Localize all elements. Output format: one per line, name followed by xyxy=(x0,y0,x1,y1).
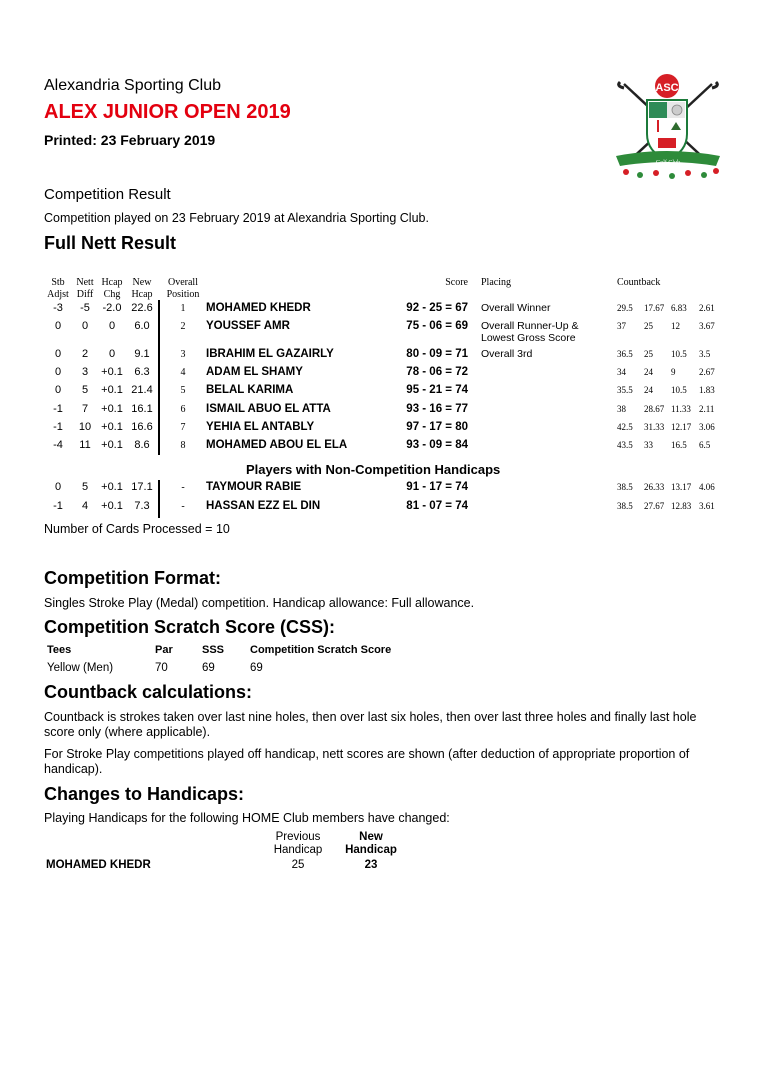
table-row xyxy=(0,500,764,518)
nett-diff: 4 xyxy=(81,500,89,512)
page-title: ALEX JUNIOR OPEN 2019 xyxy=(44,101,291,123)
css-col-sss: SSS xyxy=(202,644,225,656)
player-name: TAYMOUR RABIE xyxy=(206,481,302,493)
score: 93 - 16 = 77 xyxy=(406,403,468,415)
countback-3: 11.33 xyxy=(671,404,691,414)
stb-adjst: -4 xyxy=(53,439,63,451)
countback-9: 29.5 xyxy=(617,303,633,313)
position: - xyxy=(181,501,185,512)
col-nett-diff: Nett Diff xyxy=(76,277,94,300)
hcap-chg: +0.1 xyxy=(101,384,123,396)
player-name: YOUSSEF AMR xyxy=(206,320,290,332)
countback-3: 10.5 xyxy=(671,349,687,359)
stb-adjst: -1 xyxy=(53,421,63,433)
hcap-chg: 0 xyxy=(108,348,116,360)
countback-9: 38.5 xyxy=(617,501,633,511)
score: 91 - 17 = 74 xyxy=(406,481,468,493)
score: 92 - 25 = 67 xyxy=(406,302,468,314)
non-competition-heading: Players with Non-Competition Handicaps xyxy=(246,462,501,477)
position: 4 xyxy=(180,367,186,378)
countback-3: 9 xyxy=(671,367,676,377)
countback-6: 25 xyxy=(644,349,653,359)
col-stb-adjst: Stb Adjst xyxy=(47,277,69,300)
new-hcap: 6.3 xyxy=(134,366,150,378)
position: 5 xyxy=(180,385,186,396)
col-score: Score xyxy=(445,277,468,288)
hcap-chg: 0 xyxy=(108,320,116,332)
countback-1: 4.06 xyxy=(699,482,715,492)
new-handicap-header: New Handicap xyxy=(345,831,397,856)
new-hcap: 17.1 xyxy=(131,481,153,493)
col-placing: Placing xyxy=(481,277,511,288)
player-name: ISMAIL ABUO EL ATTA xyxy=(206,403,331,415)
countback-6: 24 xyxy=(644,385,653,395)
stb-adjst: -1 xyxy=(53,500,63,512)
competition-played-text: Competition played on 23 February 2019 at Alexandria Sporting Club. xyxy=(44,211,429,225)
hcap-chg: +0.1 xyxy=(101,439,123,451)
new-hcap: 7.3 xyxy=(134,500,150,512)
score: 81 - 07 = 74 xyxy=(406,500,468,512)
css-col-tees: Tees xyxy=(47,644,72,656)
new-hcap: 22.6 xyxy=(131,302,153,314)
club-logo xyxy=(610,72,726,184)
hcap-chg: +0.1 xyxy=(101,481,123,493)
new-hcap: 16.1 xyxy=(131,403,153,415)
hcap-chg: +0.1 xyxy=(101,421,123,433)
hcap-chg: +0.1 xyxy=(101,366,123,378)
previous-handicap-header: Previous Handicap xyxy=(273,831,323,856)
countback-6: 33 xyxy=(644,440,653,450)
countback-3: 10.5 xyxy=(671,385,687,395)
club-name: Alexandria Sporting Club xyxy=(44,77,221,94)
countback-9: 37 xyxy=(617,321,626,331)
countback-9: 43.5 xyxy=(617,440,633,450)
new-handicap: 23 xyxy=(364,859,378,871)
countback-6: 25 xyxy=(644,321,653,331)
position: 3 xyxy=(180,349,186,360)
stb-adjst: -1 xyxy=(53,403,63,415)
handicap-changes-heading: Changes to Handicaps: xyxy=(44,784,245,804)
score: 97 - 17 = 80 xyxy=(406,421,468,433)
css-heading: Competition Scratch Score (CSS): xyxy=(44,617,336,637)
stb-adjst: 0 xyxy=(54,384,62,396)
new-hcap: 16.6 xyxy=(131,421,153,433)
score: 80 - 09 = 71 xyxy=(406,348,468,360)
countback-nett-text: For Stroke Play competitions played off handicap, nett scores are shown (after deduction of appropriate proportion of handicap). xyxy=(44,747,690,776)
col-new-hcap: New Hcap xyxy=(131,277,153,300)
nett-diff: -5 xyxy=(80,302,90,314)
countback-1: 1.83 xyxy=(699,385,715,395)
table-row xyxy=(0,384,764,402)
table-row xyxy=(0,481,764,499)
countback-3: 12 xyxy=(671,321,680,331)
table-row xyxy=(0,403,764,421)
countback-3: 12.83 xyxy=(671,501,692,511)
position: 7 xyxy=(180,422,186,433)
score: 93 - 09 = 84 xyxy=(406,439,468,451)
countback-3: 13.17 xyxy=(671,482,692,492)
countback-6: 27.67 xyxy=(644,501,665,511)
placing: Overall Runner-Up & Lowest Gross Score xyxy=(481,320,579,344)
countback-9: 34 xyxy=(617,367,626,377)
stb-adjst: -3 xyxy=(53,302,63,314)
countback-1: 3.61 xyxy=(699,501,715,511)
table-row xyxy=(0,439,764,457)
score: 78 - 06 = 72 xyxy=(406,366,468,378)
player-name: BELAL KARIMA xyxy=(206,384,294,396)
score: 95 - 21 = 74 xyxy=(406,384,468,396)
player-name: ADAM EL SHAMY xyxy=(206,366,303,378)
hcap-chg: -2.0 xyxy=(102,302,122,314)
css-col-css: Competition Scratch Score xyxy=(250,644,392,656)
player-name: MOHAMED ABOU EL ELA xyxy=(206,439,348,451)
player-name: MOHAMED KHEDR xyxy=(206,302,311,314)
stb-adjst: 0 xyxy=(54,481,62,493)
table-row xyxy=(0,302,764,320)
countback-1: 2.67 xyxy=(699,367,715,377)
stb-adjst: 0 xyxy=(54,348,62,360)
table-row xyxy=(0,421,764,439)
logo-ribbon-text: Golf Club xyxy=(655,160,681,166)
css-par: 70 xyxy=(155,662,168,674)
countback-6: 24 xyxy=(644,367,653,377)
full-nett-heading: Full Nett Result xyxy=(44,233,177,253)
countback-9: 36.5 xyxy=(617,349,633,359)
countback-9: 35.5 xyxy=(617,385,633,395)
cards-processed: Number of Cards Processed = 10 xyxy=(44,522,230,536)
player-name: HASSAN EZZ EL DIN xyxy=(206,500,321,512)
countback-1: 2.11 xyxy=(699,404,715,414)
hcap-chg: +0.1 xyxy=(101,403,123,415)
nett-diff: 3 xyxy=(81,366,89,378)
logo-monogram: ASC xyxy=(655,82,679,94)
countback-3: 12.17 xyxy=(671,422,692,432)
countback-9: 38.5 xyxy=(617,482,633,492)
handicap-changes-text: Playing Handicaps for the following HOME Club members have changed: xyxy=(44,811,450,825)
countback-1: 2.61 xyxy=(699,303,715,313)
table-row xyxy=(0,320,764,344)
position: - xyxy=(181,482,185,493)
format-text: Singles Stroke Play (Medal) competition. Handicap allowance: Full allowance. xyxy=(44,596,475,610)
css-value: 69 xyxy=(250,662,263,674)
countback-6: 28.67 xyxy=(644,404,665,414)
countback-heading: Countback calculations: xyxy=(44,682,253,702)
countback-1: 6.5 xyxy=(699,440,711,450)
css-tees: Yellow (Men) xyxy=(47,662,114,674)
table-row xyxy=(0,366,764,384)
nett-diff: 5 xyxy=(81,481,89,493)
placing: Overall Winner xyxy=(481,302,551,314)
player-name: YEHIA EL ANTABLY xyxy=(206,421,315,433)
nett-diff: 5 xyxy=(81,384,89,396)
handicap-player-name: MOHAMED KHEDR xyxy=(46,859,151,871)
countback-6: 26.33 xyxy=(644,482,665,492)
countback-9: 38 xyxy=(617,404,626,414)
previous-handicap: 25 xyxy=(291,859,305,871)
countback-1: 3.67 xyxy=(699,321,715,331)
nett-diff: 2 xyxy=(81,348,89,360)
countback-6: 17.67 xyxy=(644,303,665,313)
stb-adjst: 0 xyxy=(54,320,62,332)
printed-date: Printed: 23 February 2019 xyxy=(44,132,216,148)
col-overall-position: Overall Position xyxy=(166,277,200,300)
position: 1 xyxy=(180,303,186,314)
nett-diff: 11 xyxy=(79,439,91,451)
competition-result-heading: Competition Result xyxy=(44,186,171,203)
score: 75 - 06 = 69 xyxy=(406,320,468,332)
new-hcap: 9.1 xyxy=(134,348,150,360)
position: 6 xyxy=(180,404,186,415)
nett-diff: 7 xyxy=(81,403,89,415)
countback-9: 42.5 xyxy=(617,422,633,432)
stb-adjst: 0 xyxy=(54,366,62,378)
position: 8 xyxy=(180,440,186,451)
new-hcap: 8.6 xyxy=(134,439,150,451)
col-hcap-chg: Hcap Chg xyxy=(101,277,123,300)
css-col-par: Par xyxy=(155,644,173,656)
countback-6: 31.33 xyxy=(644,422,665,432)
format-heading: Competition Format: xyxy=(44,568,221,588)
col-countback: Countback xyxy=(617,277,661,288)
nett-diff: 10 xyxy=(78,421,92,433)
css-sss: 69 xyxy=(202,662,215,674)
new-hcap: 6.0 xyxy=(134,320,150,332)
placing: Overall 3rd xyxy=(481,348,533,360)
position: 2 xyxy=(180,321,186,332)
nett-diff: 0 xyxy=(81,320,89,332)
countback-1: 3.5 xyxy=(699,349,711,359)
countback-1: 3.06 xyxy=(699,422,715,432)
countback-3: 6.83 xyxy=(671,303,687,313)
hcap-chg: +0.1 xyxy=(101,500,123,512)
countback-text: Countback is strokes taken over last nine holes, then over last six holes, then over last three holes and finally last hole score only (where applicable). xyxy=(44,710,697,739)
countback-3: 16.5 xyxy=(671,440,687,450)
player-name: IBRAHIM EL GAZAIRLY xyxy=(206,348,334,360)
table-row xyxy=(0,348,764,366)
new-hcap: 21.4 xyxy=(131,384,153,396)
